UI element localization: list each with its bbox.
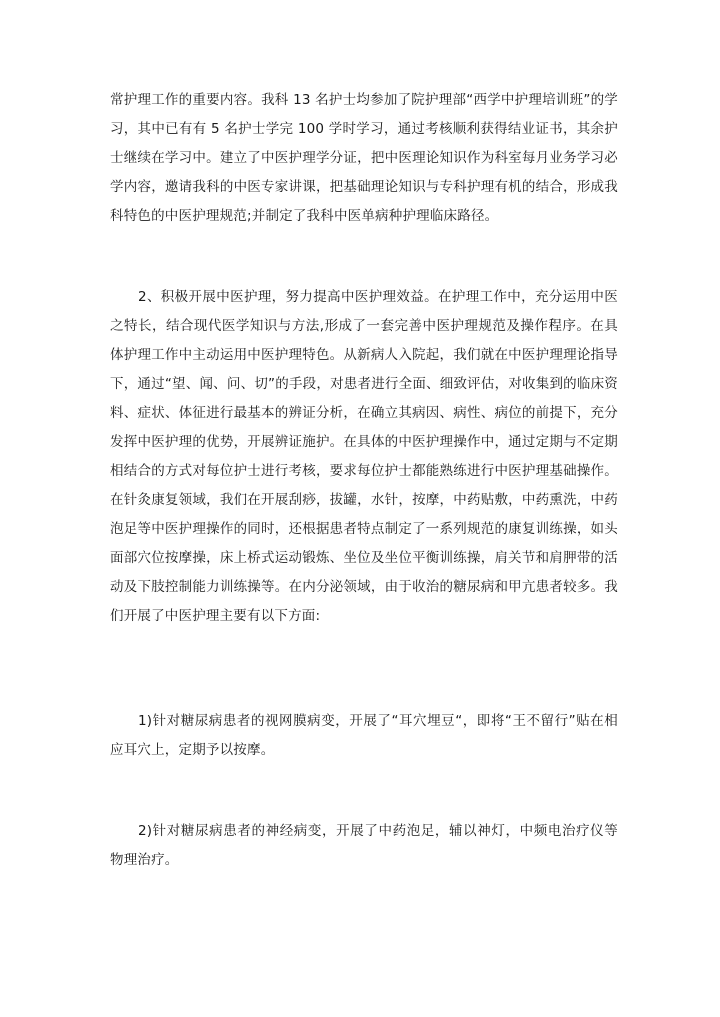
paragraph-tcm-nursing-practice: 2、积极开展中医护理，努力提高中医护理效益。在护理工作中，充分运用中医之特长，结合现代医学知识与方法,形成了一套完善中医护理规范及操作程序。在具体护理工作中主动运用中医护理特色。从新病人入院起，我们就在中医护理理论指导下，通过“望、闻、问、切”的手段，对患者进行全面、细致评估，对收集到的临床资料、症状、体征进行最基本的辨证分析，在确立其病因、病性、病位的前提下，充分发挥中医护理的优势，开展辨证施护。在具体的中医护理操作中，通过定期与不定期相结合的方式对每位护士进行考核，要求每位护士都能熟练进行中医护理基础操作。在针灸康复领域，我们在开展刮痧，拔罐，水针，按摩，中药贴敷，中药熏洗，中药泡足等中医护理操作的同时，还根据患者特点制定了一系列规范的康复训练操，如头面部穴位按摩操，床上桥式运动锻炼、坐位及坐位平衡训练操，肩关节和肩胛带的活动及下肢控制能力训练操等。在内分泌领域，由于收治的糖尿病和甲亢患者较多。我们开展了中医护理主要有以下方面:: [110, 289, 618, 624]
paragraph-retinopathy-care: 1)针对糖尿病患者的视网膜病变，开展了“耳穴埋豆“，即将“王不留行”贴在相应耳穴上，定期予以按摩。: [110, 713, 618, 758]
paragraph-neuropathy-care: 2)针对糖尿病患者的神经病变，开展了中药泡足，辅以神灯，中频电治疗仪等物理治疗。: [110, 823, 618, 868]
paragraph-nursing-training: 常护理工作的重要内容。我科 13 名护士均参加了院护理部“西学中护理培训班”的学习，其中已有有 5 名护士学完 100 学时学习，通过考核顺利获得结业证书，其余护士继续在学习中。建立了中医护理学分证，把中医理论知识作为科室每月业务学习必学内容，邀请我科的中医专家讲课，把基础理论知识与专科护理有机的结合，形成我科特色的中医护理规范;并制定了我科中医单病种护理临床路径。: [110, 92, 618, 224]
